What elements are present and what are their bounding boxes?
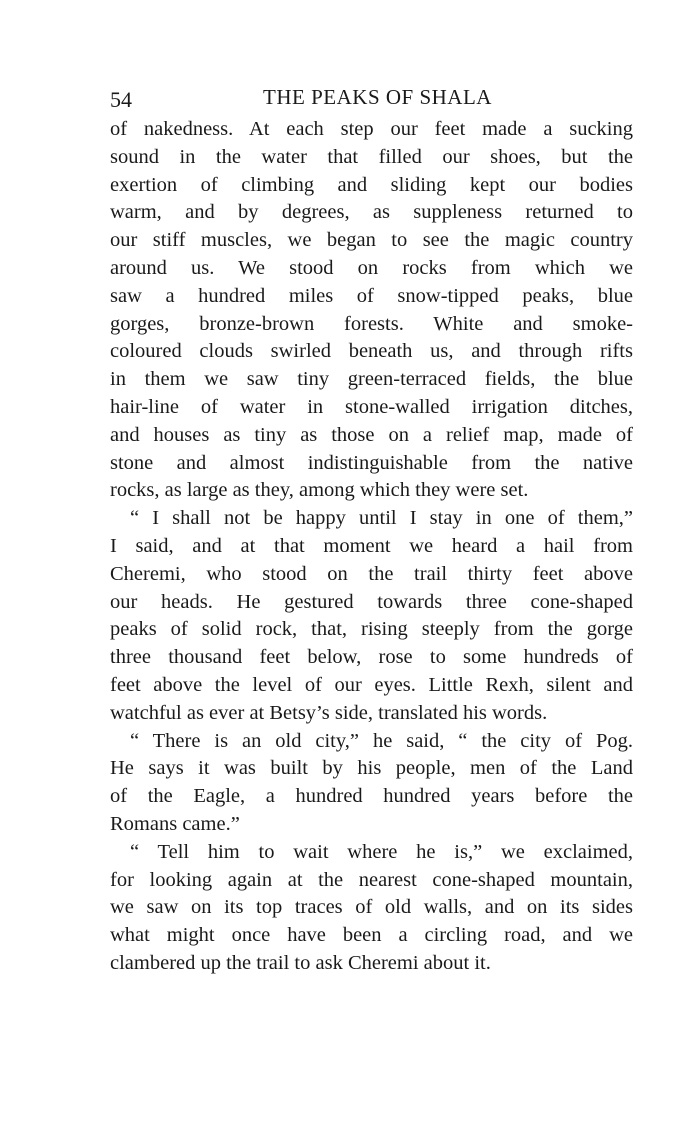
- paragraph: [110, 116, 633, 505]
- text-line: He says it was built by his people, men of the Land: [110, 757, 633, 780]
- text-line: Romans came.”: [110, 812, 240, 835]
- running-head: [110, 80, 633, 114]
- text-line: rocks, as large as they, among which they were set.: [110, 479, 529, 502]
- text-line: “ There is an old city,” he said, “ the city of Pog.: [130, 729, 633, 752]
- text-line: in them we saw tiny green-terraced fields, the blue: [110, 368, 633, 391]
- book-page: [110, 80, 633, 978]
- body-text: [110, 116, 633, 978]
- text-line: and houses as tiny as those on a relief map, made of: [110, 423, 633, 446]
- text-line: “ I shall not be happy until I stay in one of them,”: [130, 507, 633, 530]
- text-line: hair-line of water in stone-walled irrigation ditches,: [110, 395, 633, 418]
- paragraph: [110, 505, 633, 727]
- text-line: warm, and by degrees, as suppleness returned to: [110, 201, 633, 224]
- text-line: peaks of solid rock, that, rising steeply from the gorge: [110, 618, 633, 641]
- text-line: I said, and at that moment we heard a hail from: [110, 534, 633, 557]
- text-line: saw a hundred miles of snow-tipped peaks, blue: [110, 284, 633, 307]
- text-line: coloured clouds swirled beneath us, and through rifts: [110, 340, 633, 363]
- paragraph: [110, 839, 633, 978]
- text-line: of nakedness. At each step our feet made a sucking: [110, 118, 633, 140]
- text-line: around us. We stood on rocks from which we: [110, 256, 633, 279]
- text-line: of the Eagle, a hundred hundred years before the: [110, 785, 633, 808]
- text-line: our stiff muscles, we began to see the magic country: [110, 229, 633, 252]
- text-line: feet above the level of our eyes. Little Rexh, silent and: [110, 673, 633, 696]
- text-line: exertion of climbing and sliding kept our bodies: [110, 173, 633, 196]
- paragraph: [110, 728, 633, 839]
- text-line: watchful as ever at Betsy’s side, translated his words.: [110, 701, 548, 724]
- text-line: for looking again at the nearest cone-shaped mountain,: [110, 868, 633, 891]
- text-line: three thousand feet below, rose to some hundreds of: [110, 646, 633, 669]
- text-line: we saw on its top traces of old walls, and on its sides: [110, 896, 633, 919]
- running-title: THE PEAKS OF SHALA: [263, 85, 492, 109]
- text-line: clambered up the trail to ask Cheremi about it.: [110, 951, 491, 974]
- page-number: 54: [110, 87, 132, 112]
- text-line: “ Tell him to wait where he is,” we exclaimed,: [130, 840, 633, 863]
- text-line: stone and almost indistinguishable from the native: [110, 451, 633, 474]
- text-line: gorges, bronze-brown forests. White and smoke-: [110, 312, 633, 335]
- text-line: Cheremi, who stood on the trail thirty feet above: [110, 562, 633, 585]
- text-line: our heads. He gestured towards three cone-shaped: [110, 590, 633, 613]
- text-line: sound in the water that filled our shoes, but the: [110, 145, 633, 168]
- text-line: what might once have been a circling road, and we: [110, 924, 633, 947]
